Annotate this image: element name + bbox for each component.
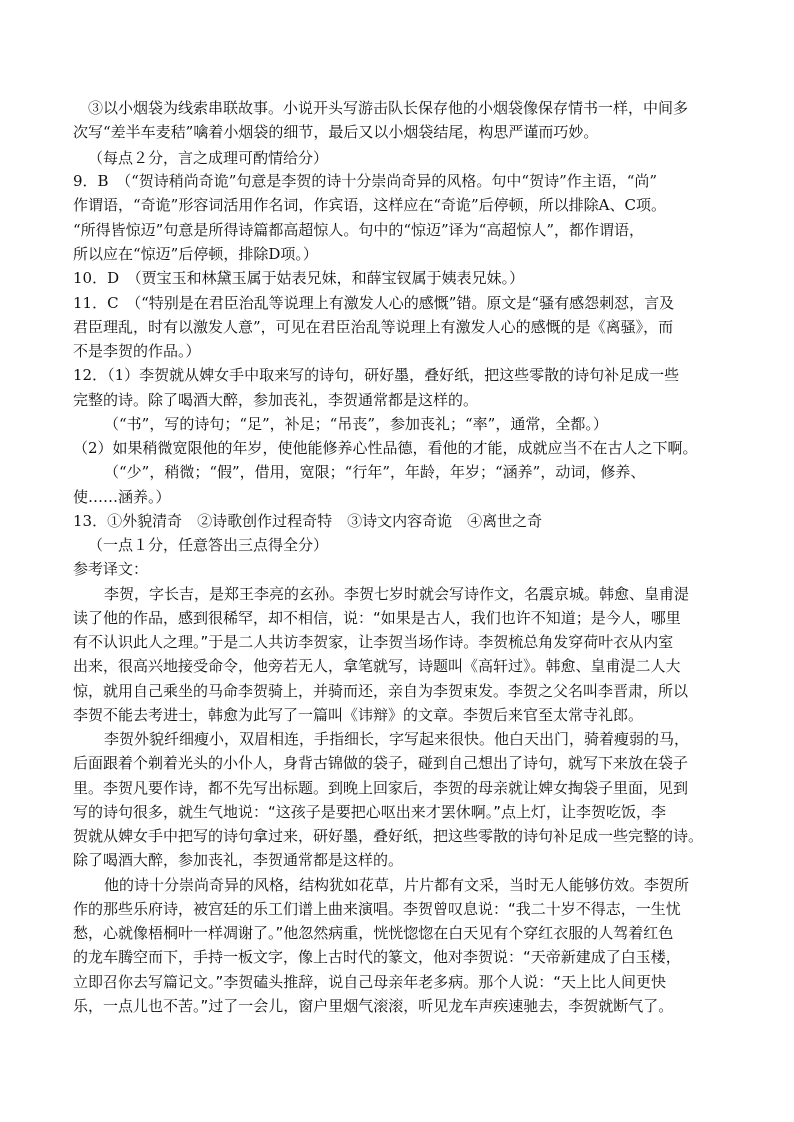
- translation-line: 除了喝酒大醉，参加丧礼，李贺通常都是这样的。: [73, 851, 404, 869]
- translation-line: 后面跟着个剃着光头的小仆人，身背古锦做的袋子，碰到自己想出了诗句，就写下来放在袋子: [73, 754, 689, 772]
- translation-line: 有不认识此人之理。”于是二人共访李贺家，让李贺当场作诗。李贺梳总角发穿荷叶衣从内室: [73, 633, 674, 651]
- answer-line: 12．（1）李贺就从婢女手中取来写的诗句，研好墨，叠好纸，把这些零散的诗句补足成一些: [73, 366, 680, 384]
- translation-line: 他的诗十分崇尚奇异的风格，结构犹如花草，片片都有文采，当时无人能够仿效。李贺所: [104, 876, 690, 894]
- translation-line: 读了他的作品，感到很稀罕，却不相信，说：“如果是古人，我们也许不知道；是今人，哪里: [73, 609, 681, 627]
- translation-line: 李贺，字长吉，是郑王李亮的玄孙。李贺七岁时就会写诗作文，名震京城。韩愈、皇甫湜: [104, 585, 690, 603]
- translation-line: 作的那些乐府诗，被宫廷的乐工们谱上曲来演唱。李贺曾叹息说：“我二十岁不得志，一生忧: [73, 900, 681, 918]
- answer-line: 君臣理乱，时有以激发人意”，可见在君臣治乱等说理上有激发人心的感慨的是《离骚》，而: [73, 318, 674, 336]
- translation-line: 乐，一点儿也不苦。”过了一会儿，窗户里烟气滚滚，听见龙车声疾速驰去，李贺就断气了。: [73, 997, 674, 1015]
- answer-line: 作谓语，“奇诡”形容词活用作名词，作宾语，这样应在“奇诡”后停顿，所以排除A、C项。: [73, 196, 666, 214]
- gloss-note: 使……涵养。）: [73, 488, 171, 506]
- scoring-note: （每点２分，言之成理可酌情给分）: [88, 149, 329, 167]
- gloss-note: （“书”，写的诗句；“足”，补足；“吊丧”，参加丧礼；“率”，通常，全都。）: [104, 415, 608, 433]
- answer-line: 次写“差半车麦秸”噙着小烟袋的细节，最后又以小烟袋结尾，构思严谨而巧妙。: [73, 123, 599, 141]
- answer-line: “所得皆惊迈”句意是所得诗篇都高超惊人。句中的“惊迈”译为“高超惊人”，都作谓语，: [73, 221, 645, 239]
- translation-line: 写的诗句很多，就生气地说：“这孩子是要把心呕出来才罢休啊。”点上灯，让李贺吃饭，李: [73, 803, 667, 821]
- translation-line: 里。李贺凡要作诗，都不先写出标题。到晚上回家后，李贺的母亲就让婢女掏袋子里面，见到: [73, 779, 689, 797]
- translation-line: 惊，就用自己乘坐的马命李贺骑上，并骑而还，亲自为李贺束发。李贺之父名叫李晋肃，所以: [73, 682, 689, 700]
- scoring-note: （一点１分，任意答出三点得全分）: [88, 536, 329, 554]
- translation-line: 李贺不能去考进士，韩愈为此写了一篇叫《讳辩》的文章。李贺后来官至太常寺礼郎。: [73, 706, 644, 724]
- answer-line: 11．C （“特别是在君臣治乱等说理上有激发人心的感慨”错。原文是“骚有感怨刺怼，言及: [73, 294, 675, 312]
- answer-line: ③以小烟袋为线索串联故事。小说开头写游击队长保存他的小烟袋像保存情书一样，中间多: [88, 99, 689, 117]
- answer-line: 所以应在“惊迈”后停顿，排除D项。）: [73, 245, 318, 263]
- answer-line: 9．B （“贺诗稍尚奇诡”句意是李贺的诗十分崇尚奇异的风格。句中“贺诗”作主语，“尚”: [73, 172, 658, 190]
- gloss-note: （“少”，稍微；“假”，借用，宽限；“行年”，年龄，年岁；“涵养”，动词，修养、: [104, 463, 646, 481]
- translation-line: 的龙车腾空而下，手持一板文字，像上古时代的篆文，他对李贺说：“天帝新建成了白玉楼，: [73, 948, 681, 966]
- answer-line: （2）如果稍微宽限他的年岁，使他能修养心性品德，看他的才能，成就应当不在古人之下啊。: [73, 439, 698, 457]
- answer-line: 完整的诗。除了喝酒大醉，参加丧礼，李贺通常都是这样的。: [73, 391, 479, 409]
- answer-line: 13．①外貌清奇 ②诗歌创作过程奇特 ③诗文内容奇诡 ④离世之奇: [73, 512, 543, 530]
- translation-line: 贺就从婢女手中把写的诗句拿过来，研好墨，叠好纸，把这些零散的诗句补足成一些完整的诗。: [73, 827, 704, 845]
- translation-line: 立即召你去写篇记文。”李贺磕头推辞，说自己母亲年老多病。那个人说：“天上比人间更快: [73, 973, 667, 991]
- translation-line: 李贺外貌纤细瘦小，双眉相连，手指细长，字写起来很快。他白天出门，骑着瘦弱的马，: [104, 730, 690, 748]
- translation-line: 愁，心就像梧桐叶一样凋谢了。”他忽然病重，恍恍惚惚在白天见有个穿红衣服的人驾着红色: [73, 924, 674, 942]
- answer-line: 不是李贺的作品。）: [73, 342, 201, 360]
- translation-line: 出来，很高兴地接受命令，他旁若无人，拿笔就写，诗题叫《高轩过》。韩愈、皇甫湜二人大: [73, 657, 681, 675]
- q10-answer: 10．D （贾宝玉和林黛玉属于姑表兄妹，和薛宝钗属于姨表兄妹。）: [73, 269, 525, 287]
- translation-heading: 参考译文：: [73, 560, 149, 578]
